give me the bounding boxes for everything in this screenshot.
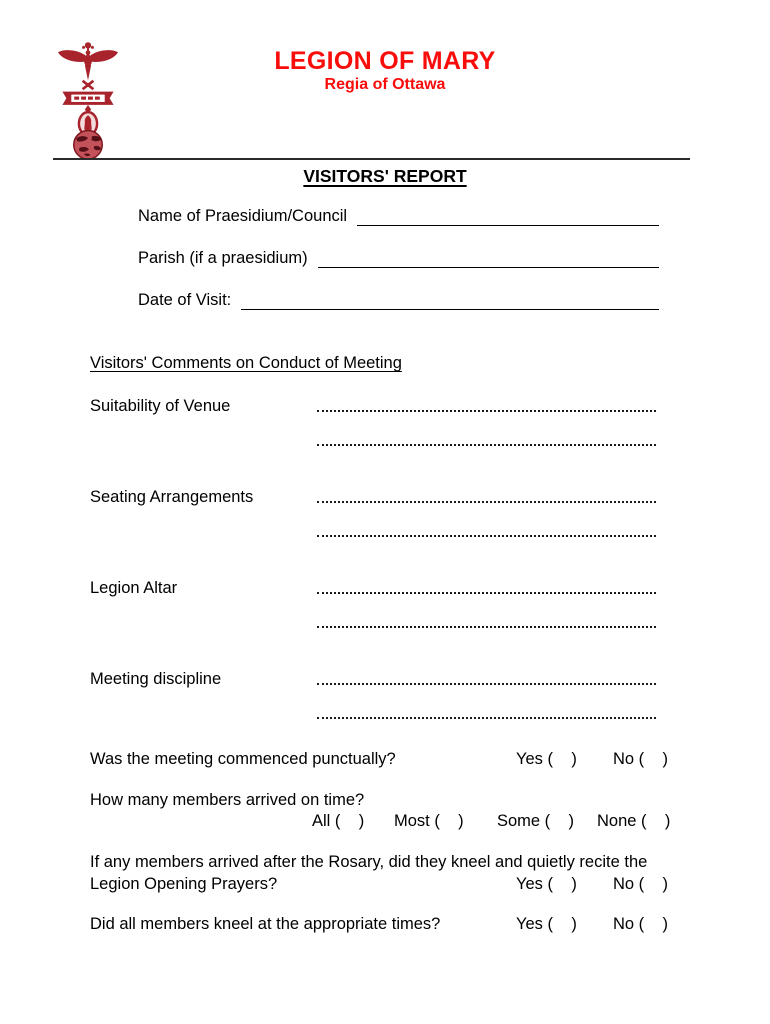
option-kneel-times-yes[interactable]: Yes ( ) (516, 915, 577, 933)
field-blank-parish[interactable] (318, 246, 659, 268)
field-label-parish: Parish (if a praesidium) (138, 249, 308, 267)
option-on-time-none[interactable]: None ( ) (597, 812, 671, 830)
field-row-date-of-visit (138, 288, 659, 310)
comment-line-venue-2[interactable] (317, 444, 656, 446)
field-label-date-of-visit: Date of Visit: (138, 291, 232, 309)
option-kneel-times-no[interactable]: No ( ) (613, 915, 669, 933)
header-divider (53, 158, 690, 160)
report-title: VISITORS' REPORT (303, 166, 467, 186)
comment-label-discipline: Meeting discipline (90, 670, 222, 688)
comment-line-altar-2[interactable] (317, 626, 656, 628)
comment-line-discipline-1[interactable] (317, 683, 656, 685)
question-kneel-rosary-line2: Legion Opening Prayers? (90, 875, 278, 893)
org-title: LEGION OF MARY (274, 47, 496, 75)
field-blank-date-of-visit[interactable] (241, 288, 659, 310)
field-blank-praesidium[interactable] (357, 204, 659, 226)
comment-line-seating-1[interactable] (317, 501, 656, 503)
comment-line-altar-1[interactable] (317, 592, 656, 594)
comment-line-discipline-2[interactable] (317, 717, 656, 719)
field-label-praesidium: Name of Praesidium/Council (138, 207, 348, 225)
question-kneel-times: Did all members kneel at the appropriate times? (90, 915, 441, 933)
option-on-time-some[interactable]: Some ( ) (497, 812, 575, 830)
option-kneel-rosary-yes[interactable]: Yes ( ) (516, 875, 577, 893)
org-subtitle: Regia of Ottawa (324, 76, 446, 93)
question-kneel-rosary-line1: If any members arrived after the Rosary, did they kneel and quietly recite the (90, 853, 648, 871)
option-kneel-rosary-no[interactable]: No ( ) (613, 875, 669, 893)
option-punctual-yes[interactable]: Yes ( ) (516, 750, 577, 768)
comment-label-altar: Legion Altar (90, 579, 178, 597)
option-punctual-no[interactable]: No ( ) (613, 750, 669, 768)
comment-line-venue-1[interactable] (317, 410, 656, 412)
comment-label-seating: Seating Arrangements (90, 488, 254, 506)
option-on-time-most[interactable]: Most ( ) (394, 812, 464, 830)
question-on-time: How many members arrived on time? (90, 791, 365, 809)
comment-label-venue: Suitability of Venue (90, 397, 231, 415)
comments-heading: Visitors' Comments on Conduct of Meeting (90, 354, 402, 372)
field-row-parish (138, 246, 659, 268)
field-row-praesidium (138, 204, 659, 226)
question-punctual: Was the meeting commenced punctually? (90, 750, 396, 768)
option-on-time-all[interactable]: All ( ) (312, 812, 365, 830)
comment-line-seating-2[interactable] (317, 535, 656, 537)
